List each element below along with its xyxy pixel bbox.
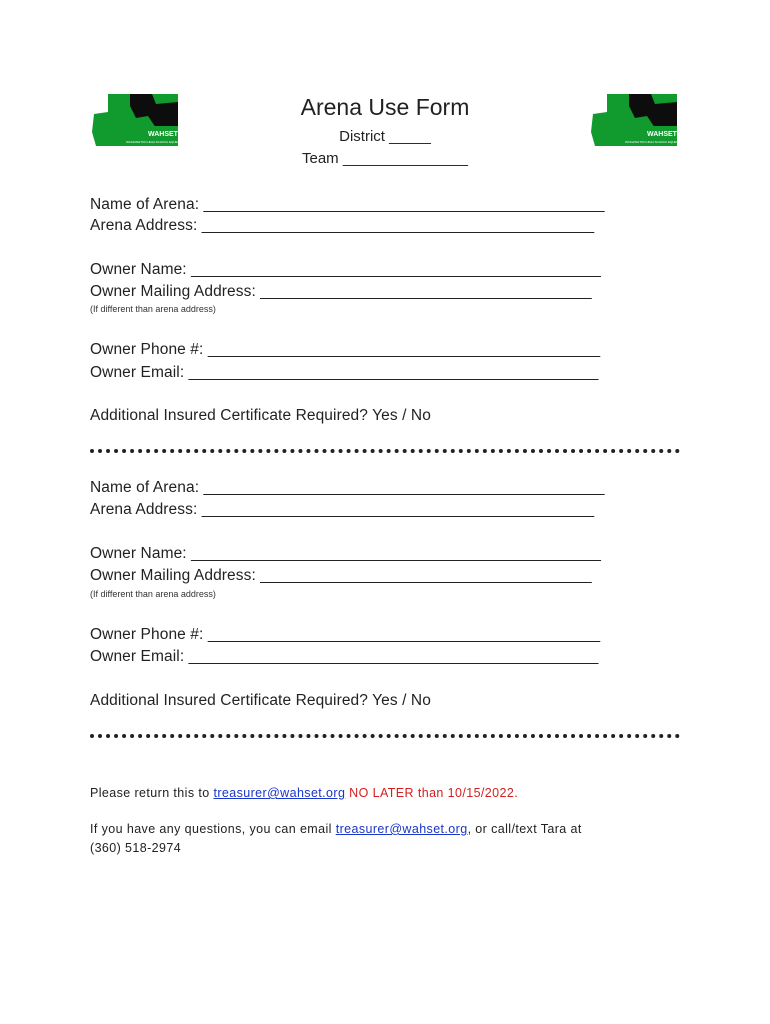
svg-text:WASHINGTON HIGH SCHOOL EQUESTR: WASHINGTON HIGH SCHOOL EQUESTRIAN TEAMS [126, 140, 200, 144]
team-field[interactable]: Team _______________ [302, 150, 468, 167]
dotted-divider [90, 449, 680, 453]
arena-name-field-2[interactable]: Name of Arena: ______________________________________________ [90, 479, 605, 496]
owner-name-field-1[interactable]: Owner Name: _______________________________________________ [90, 261, 601, 278]
owner-email-field-2[interactable]: Owner Email: _______________________________________________ [90, 648, 599, 665]
owner-phone-field-1[interactable]: Owner Phone #: _____________________________________________ [90, 341, 601, 358]
questions-suffix-text: , or call/text Tara at [467, 822, 582, 836]
svg-text:WAHSET: WAHSET [148, 131, 178, 138]
arena-address-field-1[interactable]: Arena Address: _____________________________________________ [90, 217, 595, 234]
owner-mailing-field-2[interactable]: Owner Mailing Address: ______________________________________ [90, 567, 592, 584]
owner-name-field-2[interactable]: Owner Name: _______________________________________________ [90, 545, 601, 562]
district-field[interactable]: District _____ [339, 128, 431, 145]
owner-email-field-1[interactable]: Owner Email: _______________________________________________ [90, 364, 599, 381]
insured-question-1[interactable]: Additional Insured Certificate Required? Yes / No [90, 407, 431, 424]
return-prefix-text: Please return this to [90, 786, 214, 800]
insured-question-2[interactable]: Additional Insured Certificate Required? Yes / No [90, 692, 431, 709]
email-link[interactable]: treasurer@wahset.org [335, 822, 468, 836]
return-instructions [90, 786, 518, 800]
arena-address-field-2[interactable]: Arena Address: _____________________________________________ [90, 501, 595, 518]
form-title: Arena Use Form [300, 94, 470, 120]
svg-text:WASHINGTON HIGH SCHOOL EQUESTR: WASHINGTON HIGH SCHOOL EQUESTRIAN TEAMS [625, 140, 699, 144]
mailing-note-1: (If different than arena address) [90, 304, 216, 314]
mailing-note-2: (If different than arena address) [90, 589, 216, 599]
contact-phone: (360) 518-2974 [90, 841, 182, 855]
svg-text:WAHSET: WAHSET [647, 131, 677, 138]
owner-phone-field-2[interactable]: Owner Phone #: _____________________________________________ [90, 626, 601, 643]
email-link[interactable]: treasurer@wahset.org [213, 786, 346, 800]
arena-name-field-1[interactable]: Name of Arena: ______________________________________________ [90, 196, 605, 213]
questions-line [90, 822, 582, 836]
deadline-text: NO LATER than 10/15/2022. [345, 786, 519, 800]
questions-prefix-text: If you have any questions, you can email [90, 822, 336, 836]
owner-mailing-field-1[interactable]: Owner Mailing Address: ______________________________________ [90, 283, 592, 300]
dotted-divider [90, 734, 680, 738]
